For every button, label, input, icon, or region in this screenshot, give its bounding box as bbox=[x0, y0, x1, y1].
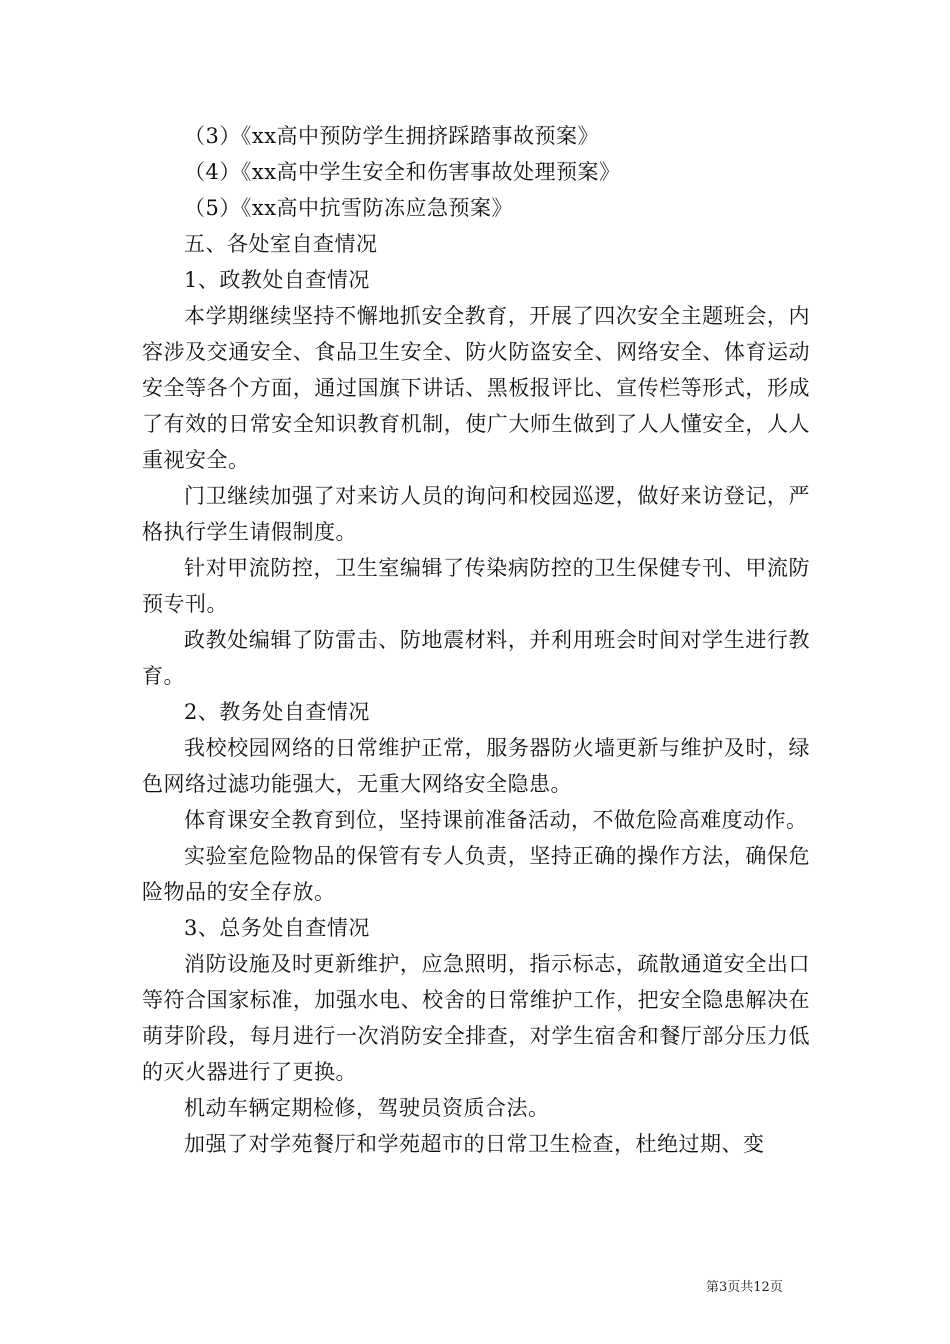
list-item-plan-4: （4）《xx高中学生安全和伤害事故处理预案》 bbox=[184, 160, 621, 184]
body-paragraph: 实验室危险物品的保管有专人负责，坚持正确的操作方法，确保危险物品的安全存放。 bbox=[142, 844, 810, 904]
body-paragraph: 门卫继续加强了对来访人员的询问和校园巡逻，做好来访登记，严格执行学生请假制度。 bbox=[142, 484, 810, 544]
subsection-heading-3: 3、总务处自查情况 bbox=[184, 916, 370, 940]
body-paragraph: 加强了对学苑餐厅和学苑超市的日常卫生检查，杜绝过期、变 bbox=[184, 1132, 765, 1156]
list-item-plan-5: （5）《xx高中抗雪防冻应急预案》 bbox=[184, 196, 514, 220]
subsection-heading-2: 2、教务处自查情况 bbox=[184, 700, 370, 724]
body-paragraph: 政教处编辑了防雷击、防地震材料，并利用班会时间对学生进行教育。 bbox=[142, 628, 810, 688]
body-paragraph: 体育课安全教育到位，坚持课前准备活动，不做危险高难度动作。 bbox=[184, 808, 808, 832]
page-number-footer: 第3页共12页 bbox=[706, 1280, 783, 1295]
list-item-plan-3: （3）《xx高中预防学生拥挤踩踏事故预案》 bbox=[184, 124, 600, 148]
body-paragraph: 我校校园网络的日常维护正常，服务器防火墙更新与维护及时，绿色网络过滤功能强大，无重大网络安全隐患。 bbox=[142, 736, 810, 796]
section-heading-5: 五、各处室自查情况 bbox=[184, 232, 378, 256]
subsection-heading-1: 1、政教处自查情况 bbox=[184, 268, 370, 292]
document-body bbox=[142, 118, 810, 1162]
body-paragraph: 机动车辆定期检修，驾驶员资质合法。 bbox=[184, 1096, 550, 1120]
body-paragraph: 针对甲流防控，卫生室编辑了传染病防控的卫生保健专刊、甲流防预专刊。 bbox=[142, 556, 810, 616]
body-paragraph: 消防设施及时更新维护，应急照明，指示标志，疏散通道安全出口等符合国家标准，加强水电、校舍的日常维护工作，把安全隐患解决在萌芽阶段，每月进行一次消防安全排查，对学生宿舍和餐厅部分压力低的灭火器进行了更换。 bbox=[142, 952, 810, 1084]
body-paragraph: 本学期继续坚持不懈地抓安全教育，开展了四次安全主题班会，内容涉及交通安全、食品卫生安全、防火防盗安全、网络安全、体育运动安全等各个方面，通过国旗下讲话、黑板报评比、宣传栏等形式，形成了有效的日常安全知识教育机制，使广大师生做到了人人懂安全，人人重视安全。 bbox=[142, 304, 810, 472]
